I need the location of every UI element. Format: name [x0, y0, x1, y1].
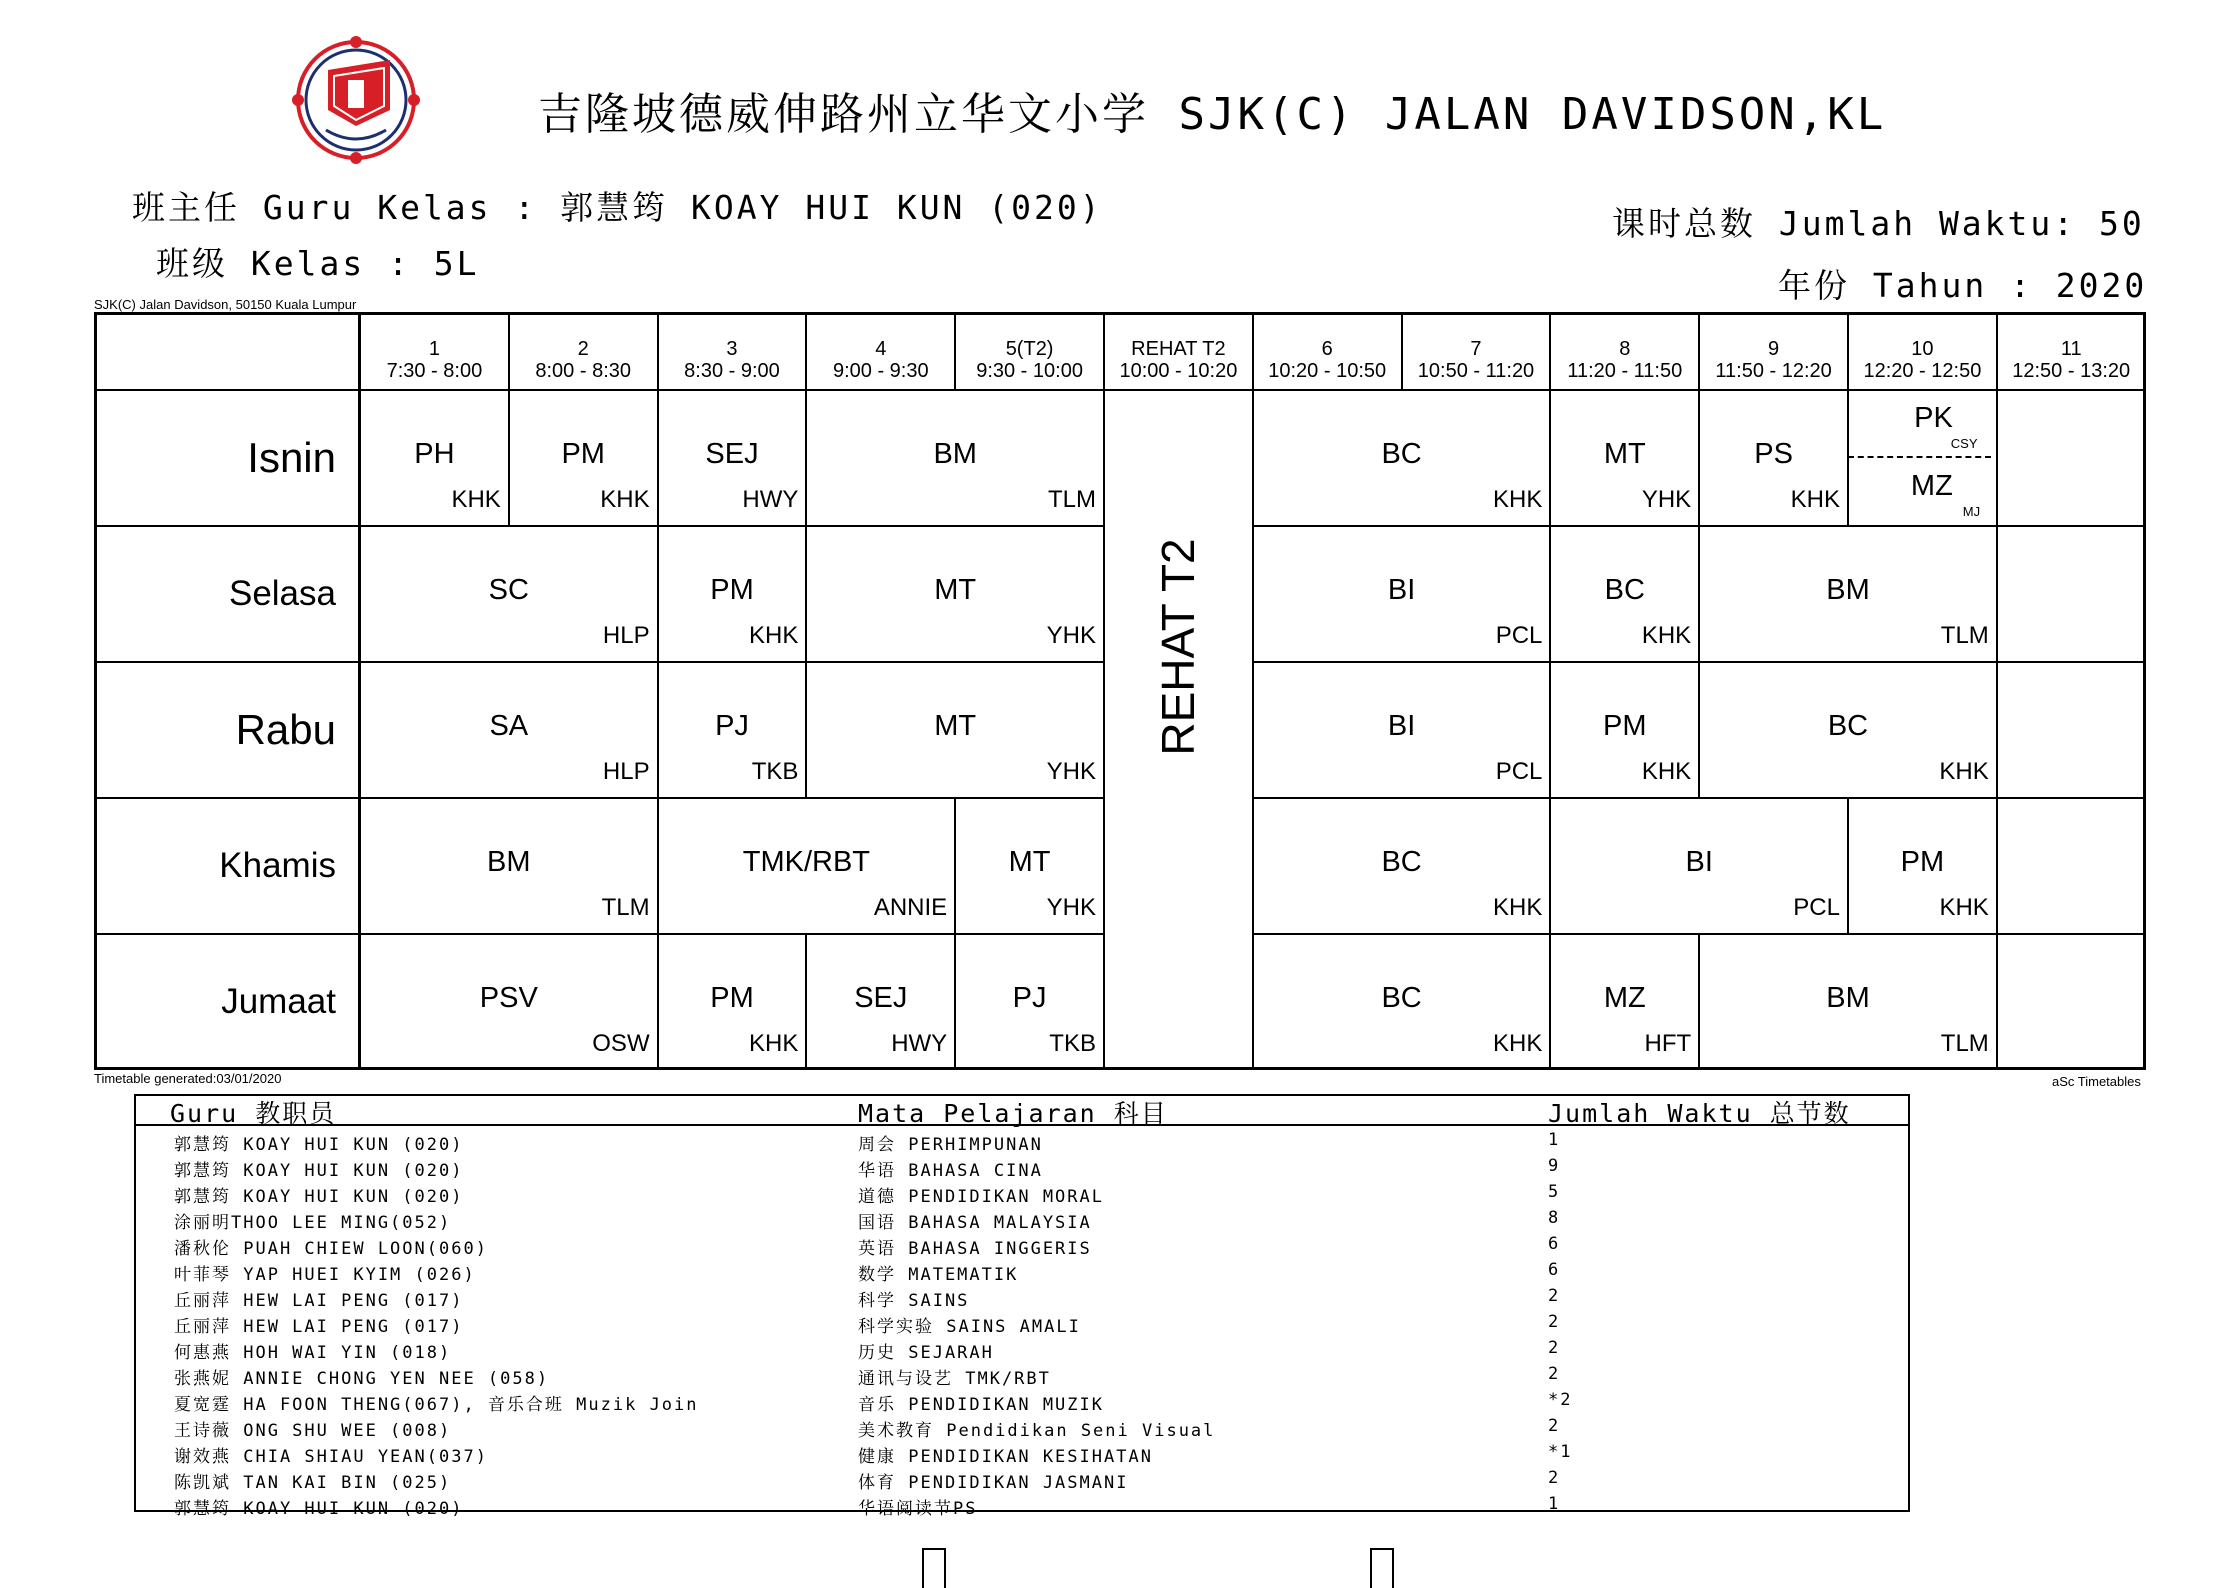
school-address: SJK(C) Jalan Davidson, 50150 Kuala Lumpur: [94, 297, 357, 312]
legend-subject: 国语 BAHASA MALAYSIA: [858, 1213, 1092, 1233]
lesson-subject: PM: [710, 574, 754, 606]
period-number: 2: [577, 338, 589, 360]
legend-teacher: 丘丽萍 HEW LAI PENG (017): [174, 1291, 464, 1311]
class-teacher: 班主任 Guru Kelas : 郭慧筠 KOAY HUI KUN (020): [132, 188, 1103, 227]
legend-row: [136, 1390, 1908, 1416]
period-time: 9:30 - 10:00: [976, 360, 1083, 382]
legend-teacher: 张燕妮 ANNIE CHONG YEN NEE (058): [174, 1369, 550, 1389]
legend-teacher: 谢效燕 CHIA SHIAU YEAN(037): [174, 1447, 488, 1467]
period-header: [1997, 312, 2146, 390]
header-column-divider: [1847, 312, 1849, 390]
lesson-teacher: YHK: [1046, 894, 1096, 921]
lesson-teacher: HFT: [1644, 1030, 1692, 1057]
lesson-teacher: KHK: [1641, 622, 1692, 649]
period-number: 10: [1911, 338, 1934, 360]
lesson-subject: MT: [1008, 846, 1051, 878]
legend-row: [136, 1312, 1908, 1338]
header-divider: [94, 389, 2146, 391]
lesson-teacher: YHK: [1641, 486, 1692, 513]
lesson-subject: SC: [488, 574, 529, 606]
day-label: [94, 934, 356, 1070]
lesson-teacher: TKB: [1049, 1030, 1096, 1057]
legend-row: [136, 1286, 1908, 1312]
lesson-subject: BC: [1381, 982, 1422, 1014]
legend-subject: 通讯与设艺 TMK/RBT: [858, 1369, 1051, 1389]
period-time: 10:00 - 10:20: [1119, 360, 1238, 382]
lesson-teacher: PCL: [1495, 622, 1543, 649]
timetable-grid: [94, 312, 2146, 1070]
break-column-border: [1252, 312, 1254, 1070]
lesson-subject: PM: [1900, 846, 1945, 878]
legend-header-teacher: Guru 教职员: [170, 1099, 337, 1128]
period-time: 11:20 - 11:50: [1567, 360, 1683, 382]
day-label: [94, 526, 356, 662]
legend-subject: 科学 SAINS: [858, 1291, 970, 1311]
legend-teacher: 郭慧筠 KOAY HUI KUN (020): [174, 1161, 464, 1181]
header-column-divider: [657, 312, 659, 390]
lesson-teacher: ANNIE: [873, 894, 948, 921]
period-number: 7: [1470, 338, 1482, 360]
legend-subject: 科学实验 SAINS AMALI: [858, 1317, 1081, 1337]
legend-row: [136, 1156, 1908, 1182]
period-time: 11:50 - 12:20: [1715, 360, 1832, 382]
legend-periods: 1: [1548, 1494, 1561, 1514]
legend-row: [136, 1182, 1908, 1208]
legend-subject: 数学 MATEMATIK: [858, 1265, 1019, 1285]
lesson-teacher: PCL: [1793, 894, 1840, 921]
legend-periods: 9: [1548, 1156, 1561, 1176]
class-name: 班级 Kelas : 5L: [156, 244, 480, 283]
lesson-subject: PJ: [715, 710, 749, 742]
header-column-divider: [1996, 312, 1998, 390]
lesson-teacher: KHK: [1493, 894, 1543, 921]
lesson-subject: PSV: [479, 982, 538, 1014]
lesson-subject: BC: [1381, 438, 1422, 470]
software-brand: aSc Timetables: [2052, 1074, 2141, 1089]
period-header: [509, 312, 658, 390]
lesson-subject: BM: [1826, 574, 1870, 606]
split-divider: [1848, 456, 1991, 458]
lesson-subject: TMK/RBT: [742, 846, 871, 878]
lesson-teacher: TLM: [1047, 486, 1096, 513]
period-number: 4: [875, 338, 887, 360]
lesson-subject: BC: [1604, 574, 1645, 606]
legend-row: [136, 1364, 1908, 1390]
legend-header-periods: Jumlah Waktu 总节数: [1548, 1099, 1851, 1128]
period-number: 11: [2060, 338, 2082, 360]
lesson-teacher: TLM: [1940, 622, 1989, 649]
lesson-teacher: YHK: [1046, 622, 1096, 649]
legend-periods: 5: [1548, 1182, 1561, 1202]
year: 年份 Tahun : 2020: [1778, 266, 2148, 305]
lesson-teacher: HWY: [742, 486, 799, 513]
cell-divider: [1996, 526, 1998, 662]
legend-periods: 6: [1548, 1234, 1561, 1254]
legend-teacher: 郭慧筠 KOAY HUI KUN (020): [174, 1499, 464, 1519]
legend-periods: 2: [1548, 1286, 1561, 1306]
legend-subject: 历史 SEJARAH: [858, 1343, 994, 1363]
period-time: 10:50 - 11:20: [1417, 360, 1535, 382]
legend-subject: 音乐 PENDIDIKAN MUZIK: [858, 1395, 1104, 1415]
period-header: [1104, 312, 1253, 390]
lesson-subject: MT: [934, 574, 977, 606]
period-header: [360, 312, 509, 390]
period-number: 6: [1321, 338, 1333, 360]
legend-subject: 英语 BAHASA INGGERIS: [858, 1239, 1092, 1259]
lesson-subject: PS: [1754, 438, 1793, 470]
legend-periods: 2: [1548, 1338, 1561, 1358]
legend-subject: 华语阅读节PS: [858, 1499, 978, 1519]
cell-divider: [1996, 798, 1998, 934]
legend-periods: 2: [1548, 1468, 1561, 1488]
legend-row: [136, 1234, 1908, 1260]
lesson-subject: PJ: [1012, 982, 1047, 1014]
legend-teacher: 叶菲琴 YAP HUEI KYIM (026): [174, 1265, 476, 1285]
period-header: [1402, 312, 1551, 390]
legend-row: [136, 1130, 1908, 1156]
period-number: 3: [726, 338, 738, 360]
lesson-teacher: YHK: [1046, 758, 1096, 785]
total-periods: 课时总数 Jumlah Waktu: 50: [1612, 204, 2145, 243]
lesson-subject: PM: [1603, 710, 1647, 742]
lesson-subject: PM: [561, 438, 605, 470]
legend-subject: 美术教育 Pendidikan Seni Visual: [858, 1421, 1216, 1441]
period-number: 1: [428, 338, 440, 360]
grid-border: [94, 312, 2146, 1070]
lesson-teacher: TLM: [601, 894, 650, 921]
lesson-teacher: KHK: [451, 486, 501, 513]
period-header: [806, 312, 955, 390]
row-divider: [1253, 797, 2146, 799]
legend-row: [136, 1442, 1908, 1468]
legend-row: [136, 1208, 1908, 1234]
staff-subject-legend: [134, 1094, 1910, 1519]
checkbox[interactable]: [922, 1548, 946, 1588]
period-number: 9: [1768, 338, 1780, 360]
legend-teacher: 何惠燕 HOH WAI YIN (018): [174, 1343, 452, 1363]
day-name: Jumaat: [221, 982, 336, 1021]
lesson-subject: BC: [1381, 846, 1422, 878]
lesson-subject: MZ: [1910, 470, 1953, 502]
legend-row: [136, 1416, 1908, 1442]
legend-row: [136, 1494, 1908, 1520]
legend-subject: 道德 PENDIDIKAN MORAL: [858, 1187, 1104, 1207]
lesson-teacher: KHK: [1493, 1030, 1543, 1057]
lesson-teacher: MJ: [1962, 504, 1981, 519]
break-column-border: [1103, 312, 1105, 1070]
lesson-teacher: KHK: [1939, 894, 1989, 921]
legend-periods: 2: [1548, 1312, 1561, 1332]
break-label-vertical: REHAT T2: [1152, 538, 1205, 756]
lesson-teacher: KHK: [1939, 758, 1989, 785]
header-column-divider: [508, 312, 510, 390]
period-time: 10:20 - 10:50: [1268, 360, 1387, 382]
lesson-subject: BM: [1826, 982, 1870, 1014]
period-time: 7:30 - 8:00: [386, 360, 483, 382]
legend-teacher: 涂丽明THOO LEE MING(052): [174, 1213, 452, 1233]
lesson-teacher: PCL: [1495, 758, 1543, 785]
legend-subject: 周会 PERHIMPUNAN: [858, 1135, 1043, 1155]
day-name: Selasa: [228, 574, 336, 613]
legend-subject: 健康 PENDIDIKAN KESIHATAN: [858, 1447, 1153, 1467]
cell-divider: [1996, 662, 1998, 798]
legend-periods: *2: [1548, 1390, 1573, 1410]
lesson-teacher: KHK: [600, 486, 650, 513]
day-label: [94, 798, 356, 934]
legend-periods: 2: [1548, 1364, 1561, 1384]
day-label: [94, 662, 356, 798]
period-number: REHAT T2: [1131, 338, 1226, 360]
lesson-teacher: CSY: [1950, 436, 1978, 451]
period-header: [658, 312, 807, 390]
lesson-teacher: HLP: [602, 622, 650, 649]
legend-periods: 8: [1548, 1208, 1561, 1228]
lesson-subject: MZ: [1603, 982, 1646, 1014]
day-name: Khamis: [219, 846, 336, 885]
period-header: [1848, 312, 1997, 390]
day-label: [94, 390, 356, 526]
legend-teacher: 郭慧筠 KOAY HUI KUN (020): [174, 1187, 464, 1207]
legend-periods: 1: [1548, 1130, 1561, 1150]
lesson-subject: SEJ: [854, 982, 908, 1014]
legend-subject: 华语 BAHASA CINA: [858, 1161, 1043, 1181]
legend-teacher: 丘丽萍 HEW LAI PENG (017): [174, 1317, 464, 1337]
legend-teacher: 潘秋伦 PUAH CHIEW LOON(060): [174, 1239, 488, 1259]
lesson-subject: BC: [1827, 710, 1869, 742]
period-time: 12:20 - 12:50: [1863, 360, 1982, 382]
lesson-subject: SA: [489, 710, 529, 742]
header-column-divider: [954, 312, 956, 390]
period-time: 9:00 - 9:30: [832, 360, 929, 382]
header-column-divider: [1401, 312, 1403, 390]
lesson-teacher: KHK: [749, 1030, 799, 1057]
period-time: 8:00 - 8:30: [535, 360, 631, 382]
header-column-divider: [1549, 312, 1551, 390]
legend-periods: 2: [1548, 1416, 1561, 1436]
period-number: 5(T2): [1005, 338, 1054, 360]
legend-teacher: 郭慧筠 KOAY HUI KUN (020): [174, 1135, 464, 1155]
checkbox[interactable]: [1370, 1548, 1394, 1588]
lesson-teacher: KHK: [1493, 486, 1543, 513]
lesson-teacher: KHK: [1641, 758, 1692, 785]
legend-row: [136, 1260, 1908, 1286]
period-time: 8:30 - 9:00: [684, 360, 780, 382]
lesson-subject: BI: [1387, 574, 1416, 606]
legend-header-subject: Mata Pelajaran 科目: [858, 1099, 1168, 1128]
lesson-subject: BI: [1685, 846, 1713, 878]
cell-divider: [1996, 934, 1998, 1070]
legend-subject: 体育 PENDIDIKAN JASMANI: [858, 1473, 1129, 1493]
header-column-divider: [805, 312, 807, 390]
day-name: Isnin: [247, 434, 336, 481]
lesson-teacher: KHK: [1790, 486, 1840, 513]
lesson-subject: MT: [1603, 438, 1646, 470]
lesson-teacher: KHK: [749, 622, 799, 649]
school-title: 吉隆坡德威伸路州立华文小学 SJK(C) JALAN DAVIDSON,KL: [538, 89, 1887, 140]
lesson-subject: BM: [933, 438, 977, 470]
legend-teacher: 陈凯斌 TAN KAI BIN (025): [174, 1473, 452, 1493]
generated-date: Timetable generated:03/01/2020: [94, 1071, 282, 1086]
legend-teacher: 王诗薇 ONG SHU WEE (008): [174, 1421, 452, 1441]
cell-divider: [1996, 390, 1998, 526]
lesson-teacher: HWY: [891, 1030, 948, 1057]
legend-row: [136, 1338, 1908, 1364]
lesson-subject: MT: [934, 710, 977, 742]
period-header: [1699, 312, 1848, 390]
lesson-teacher: TKB: [751, 758, 799, 785]
lesson-teacher: TLM: [1940, 1030, 1989, 1057]
lesson-subject: PH: [414, 438, 455, 470]
lesson-teacher: OSW: [592, 1030, 650, 1057]
legend-periods: 6: [1548, 1260, 1561, 1280]
day-name: Rabu: [235, 706, 336, 753]
period-header: [955, 312, 1104, 390]
lesson-teacher: HLP: [602, 758, 650, 785]
period-header: [1550, 312, 1699, 390]
period-time: 12:50 - 13:20: [2012, 360, 2131, 382]
school-logo: [286, 30, 426, 170]
header-column-divider: [1698, 312, 1700, 390]
lesson-subject: PM: [710, 982, 754, 1014]
period-header: [1253, 312, 1402, 390]
lesson-subject: SEJ: [705, 438, 759, 470]
lesson-subject: PK: [1914, 402, 1953, 434]
legend-row: [136, 1468, 1908, 1494]
day-column-divider: [358, 312, 361, 1070]
legend-periods: *1: [1548, 1442, 1573, 1462]
legend-teacher: 夏宽霆 HA FOON THENG(067), 音乐合班 Muzik Join: [174, 1395, 699, 1415]
period-number: 8: [1619, 338, 1631, 360]
lesson-subject: BM: [487, 846, 531, 878]
lesson-subject: BI: [1387, 710, 1416, 742]
